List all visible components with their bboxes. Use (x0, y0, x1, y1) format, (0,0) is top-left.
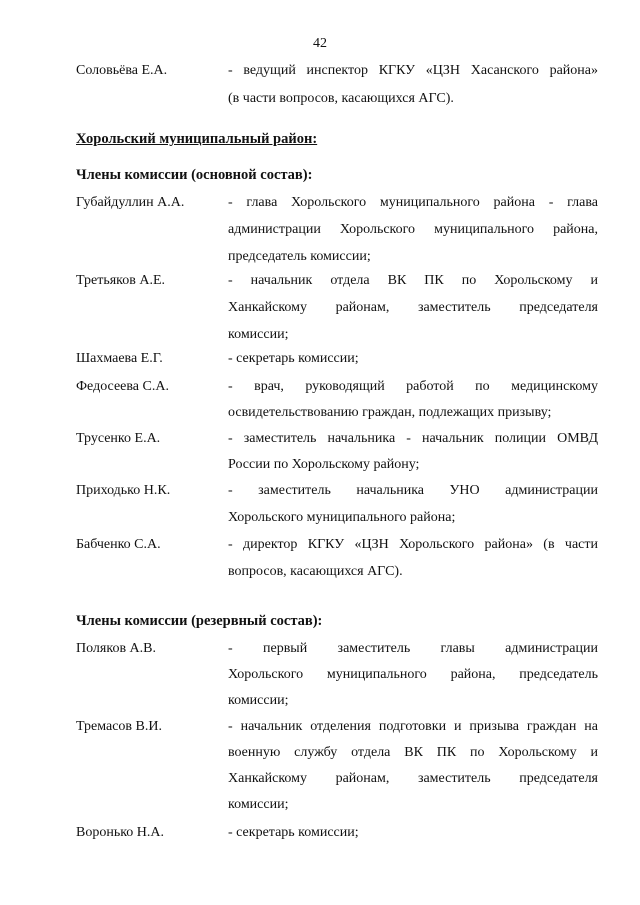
member-name: Бабченко С.А. (76, 537, 161, 552)
member-role-line: - начальник отделения подготовки и призыва граждан на (228, 719, 598, 734)
member-role-line: - начальник отдела ВК ПК по Хорольскому и (228, 273, 598, 288)
member-name: Трусенко Е.А. (76, 431, 161, 446)
member-name: Губайдуллин А.А. (76, 195, 185, 210)
member-role-line: - директор КГКУ «ЦЗН Хорольского района» (в части (228, 537, 598, 552)
member-role-line: - глава Хорольского муниципального района - глава (228, 195, 598, 210)
member-role-line: администрации Хорольского муниципального района, (228, 222, 598, 237)
member-role-line: председатель комиссии; (228, 249, 371, 264)
member-role-line: комиссии; (228, 327, 289, 342)
member-role-line: Хорольского муниципального района; (228, 510, 456, 525)
member-name: Приходько Н.К. (76, 483, 171, 498)
district-heading: Хорольский муниципальный район: (76, 131, 318, 147)
member-name: Федосеева С.А. (76, 379, 169, 394)
member-role-line: вопросов, касающихся АГС). (228, 564, 403, 579)
member-role-line: России по Хорольскому району; (228, 457, 420, 472)
member-role-line: комиссии; (228, 797, 289, 812)
member-name: Тремасов В.И. (76, 719, 162, 734)
member-role-line: - ведущий инспектор КГКУ «ЦЗН Хасанского района» (228, 63, 598, 78)
main-section-heading: Члены комиссии (основной состав): (76, 167, 313, 183)
member-role-line: Ханкайскому районам, заместитель председателя (228, 771, 598, 786)
member-role-line: комиссии; (228, 693, 289, 708)
member-role-line: Ханкайскому районам, заместитель председателя (228, 300, 598, 315)
member-role-line: - секретарь комиссии; (228, 351, 359, 366)
member-role-line: военную службу отдела ВК ПК по Хорольскому и (228, 745, 598, 760)
member-name: Поляков А.В. (76, 641, 157, 656)
member-role-line: (в части вопросов, касающихся АГС). (228, 91, 454, 106)
member-role-line: - первый заместитель главы администрации (228, 641, 598, 656)
member-role-line: - секретарь комиссии; (228, 825, 359, 840)
reserve-section-heading: Члены комиссии (резервный состав): (76, 613, 323, 629)
page-number: 42 (313, 36, 327, 51)
member-role-line: Хорольского муниципального района, председатель (228, 667, 598, 682)
member-name: Шахмаева Е.Г. (76, 351, 163, 366)
member-role-line: - заместитель начальника - начальник полиции ОМВД (228, 431, 598, 446)
member-role-line: освидетельствованию граждан, подлежащих призыву; (228, 405, 552, 420)
member-name: Воронько Н.А. (76, 825, 165, 840)
member-name: Соловьёва Е.А. (76, 63, 168, 78)
member-role-line: - заместитель начальника УНО администрации (228, 483, 598, 498)
member-name: Третьяков А.Е. (76, 273, 166, 288)
member-role-line: - врач, руководящий работой по медицинскому (228, 379, 598, 394)
